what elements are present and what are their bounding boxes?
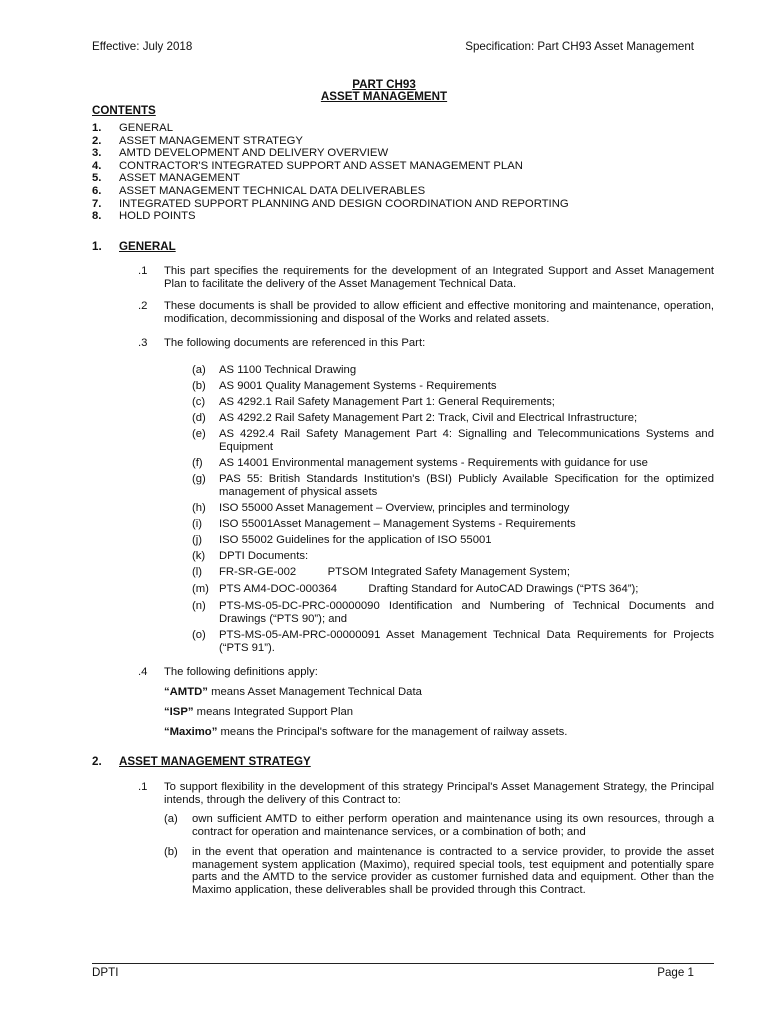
reference-item (192, 412, 714, 425)
reference-text: PTS-MS-05-DC-PRC-00000090 Identification and Numbering of Technical Documents and Drawings (“PTS 90”); and (219, 600, 714, 625)
contents-item-number: 6. (92, 184, 102, 197)
contents-item-label: ASSET MANAGEMENT TECHNICAL DATA DELIVERABLES (119, 184, 426, 197)
section-title: ASSET MANAGEMENT STRATEGY (119, 755, 311, 768)
reference-item (192, 583, 714, 596)
reference-text: ISO 55001Asset Management – Management Systems - Requirements (219, 518, 576, 530)
reference-text: AS 4292.4 Rail Safety Management Part 4: Signalling and Telecommunications Systems and Equipment (219, 428, 714, 453)
definition-term: “AMTD” (164, 686, 208, 698)
clause-1-1 (138, 265, 714, 290)
reference-label: (n) (192, 600, 206, 612)
reference-item (192, 629, 714, 654)
strategy-item (164, 813, 714, 838)
reference-text: AS 4292.1 Rail Safety Management Part 1: General Requirements; (219, 396, 555, 408)
contents-item-number: 7. (92, 197, 102, 210)
contents-item-number: 5. (92, 172, 102, 185)
clause-number: .2 (138, 300, 148, 312)
contents-item (92, 198, 569, 211)
reference-text: PAS 55: British Standards Institution's (BSI) Publicly Available Specification for the optimized management of physical assets (219, 473, 714, 498)
section-heading-general (92, 240, 176, 253)
reference-label: (d) (192, 412, 206, 424)
reference-label: (f) (192, 457, 203, 469)
contents-item (92, 122, 569, 135)
header-specification: Specification: Part CH93 Asset Management (465, 40, 694, 53)
contents-item (92, 210, 569, 223)
contents-item-label: AMTD DEVELOPMENT AND DELIVERY OVERVIEW (119, 147, 389, 160)
reference-label: (k) (192, 550, 206, 562)
reference-text: AS 4292.2 Rail Safety Management Part 2: Track, Civil and Electrical Infrastructure; (219, 412, 638, 424)
definition-meaning: means Integrated Support Plan (193, 706, 354, 718)
reference-item (192, 534, 714, 547)
contents-item (92, 172, 569, 185)
contents-item-label: HOLD POINTS (119, 210, 196, 223)
reference-text: FR-SR-GE-002 PTSOM Integrated Safety Management System; (219, 566, 570, 578)
contents-item-label: ASSET MANAGEMENT (119, 172, 240, 185)
definition-meaning: means the Principal's software for the management of railway assets. (217, 726, 568, 738)
reference-text: AS 1100 Technical Drawing (219, 364, 357, 376)
section-title: GENERAL (119, 240, 176, 253)
reference-text: ISO 55002 Guidelines for the application of ISO 55001 (219, 534, 492, 546)
definition-meaning: means Asset Management Technical Data (207, 686, 422, 698)
contents-item-label: CONTRACTOR'S INTEGRATED SUPPORT AND ASSET MANAGEMENT PLAN (119, 159, 523, 172)
clause-1-4 (138, 666, 714, 679)
contents-item-number: 4. (92, 159, 102, 172)
reference-item (192, 550, 714, 563)
clause-number: .1 (138, 265, 148, 277)
footer-divider (92, 963, 714, 964)
reference-text: PTS-MS-05-AM-PRC-00000091 Asset Management Technical Data Requirements for Projects (“PTS 91”). (219, 629, 714, 654)
clause-text: To support flexibility in the development of this strategy Principal's Asset Management Strategy, the Principal intends, through the delivery of this Contract to: (164, 781, 714, 806)
contents-item (92, 147, 569, 160)
reference-label: (e) (192, 428, 206, 440)
reference-label: (a) (192, 364, 206, 376)
contents-item (92, 185, 569, 198)
clause-text: The following definitions apply: (164, 666, 318, 678)
strategy-item-text: own sufficient AMTD to either perform operation and maintenance using its own resources, through a contract for operation and maintenance services, or a combination of both; and (192, 813, 714, 838)
contents-item-label: ASSET MANAGEMENT STRATEGY (119, 134, 303, 147)
clause-1-3 (138, 337, 714, 350)
definition-maximo (164, 726, 567, 739)
strategy-item-text: in the event that operation and maintenance is contracted to a service provider, to provide the asset management system application (Maximo), required special tools, test equipment and potentially spare parts and the AMTD to the service provider as customer furnished data and equipment. Other than the Maximo application, these deliverables shall be provided through this Contract. (192, 846, 714, 896)
reference-item (192, 364, 714, 377)
definition-isp (164, 706, 353, 719)
definition-term: “ISP” (164, 706, 194, 718)
strategy-item-label: (a) (164, 813, 178, 825)
reference-item (192, 473, 714, 498)
reference-item (192, 566, 714, 579)
reference-label: (h) (192, 502, 206, 514)
contents-item-number: 8. (92, 210, 102, 223)
reference-item (192, 380, 714, 393)
contents-item-number: 3. (92, 147, 102, 160)
reference-label: (c) (192, 396, 206, 408)
reference-item (192, 428, 714, 453)
contents-item (92, 160, 569, 173)
contents-item-label: INTEGRATED SUPPORT PLANNING AND DESIGN COORDINATION AND REPORTING (119, 197, 569, 210)
reference-item (192, 600, 714, 625)
clause-text: These documents is shall be provided to allow efficient and effective monitoring and maintenance, operation, modification, decommissioning and disposal of the Works and related assets. (164, 300, 714, 325)
reference-item (192, 457, 714, 470)
definition-amtd (164, 686, 422, 699)
part-title: PART CH93 (352, 78, 416, 91)
part-subtitle: ASSET MANAGEMENT (320, 90, 448, 103)
reference-label: (i) (192, 518, 203, 530)
contents-list (92, 122, 569, 223)
reference-item (192, 502, 714, 515)
clause-2-1 (138, 781, 714, 806)
reference-text: AS 9001 Quality Management Systems - Requirements (219, 380, 497, 392)
reference-item (192, 518, 714, 531)
contents-item (92, 135, 569, 148)
clause-number: .3 (138, 337, 148, 349)
strategy-item-label: (b) (164, 846, 178, 858)
contents-item-number: 1. (92, 122, 102, 134)
reference-label: (o) (192, 629, 206, 641)
reference-text: PTS AM4-DOC-000364 Drafting Standard for AutoCAD Drawings (“PTS 364”); (219, 583, 639, 595)
clause-number: .4 (138, 666, 148, 678)
reference-label: (l) (192, 566, 203, 578)
clause-1-2 (138, 300, 714, 325)
contents-item-label: GENERAL (119, 122, 173, 134)
reference-label: (j) (192, 534, 203, 546)
section-heading-strategy (92, 755, 311, 768)
reference-label: (m) (192, 583, 209, 595)
clause-text: The following documents are referenced in this Part: (164, 337, 426, 349)
contents-item-number: 2. (92, 134, 102, 147)
reference-text: AS 14001 Environmental management systems - Requirements with guidance for use (219, 457, 648, 469)
reference-text: DPTI Documents: (219, 550, 309, 562)
header-effective-date: Effective: July 2018 (92, 40, 193, 53)
reference-label: (b) (192, 380, 206, 392)
reference-label: (g) (192, 473, 206, 485)
reference-item (192, 396, 714, 409)
footer-organisation: DPTI (92, 966, 119, 979)
clause-number: .1 (138, 781, 148, 793)
footer-page-number: Page 1 (657, 966, 694, 979)
contents-heading: CONTENTS (92, 104, 156, 117)
clause-text: This part specifies the requirements for the development of an Integrated Support and Asset Management Plan to facilitate the delivery of the Asset Management Technical Data. (164, 265, 714, 290)
definition-term: “Maximo” (164, 726, 218, 738)
strategy-item (164, 846, 714, 896)
section-number: 2. (92, 755, 102, 768)
section-number: 1. (92, 240, 102, 253)
reference-text: ISO 55000 Asset Management – Overview, principles and terminology (219, 502, 570, 514)
